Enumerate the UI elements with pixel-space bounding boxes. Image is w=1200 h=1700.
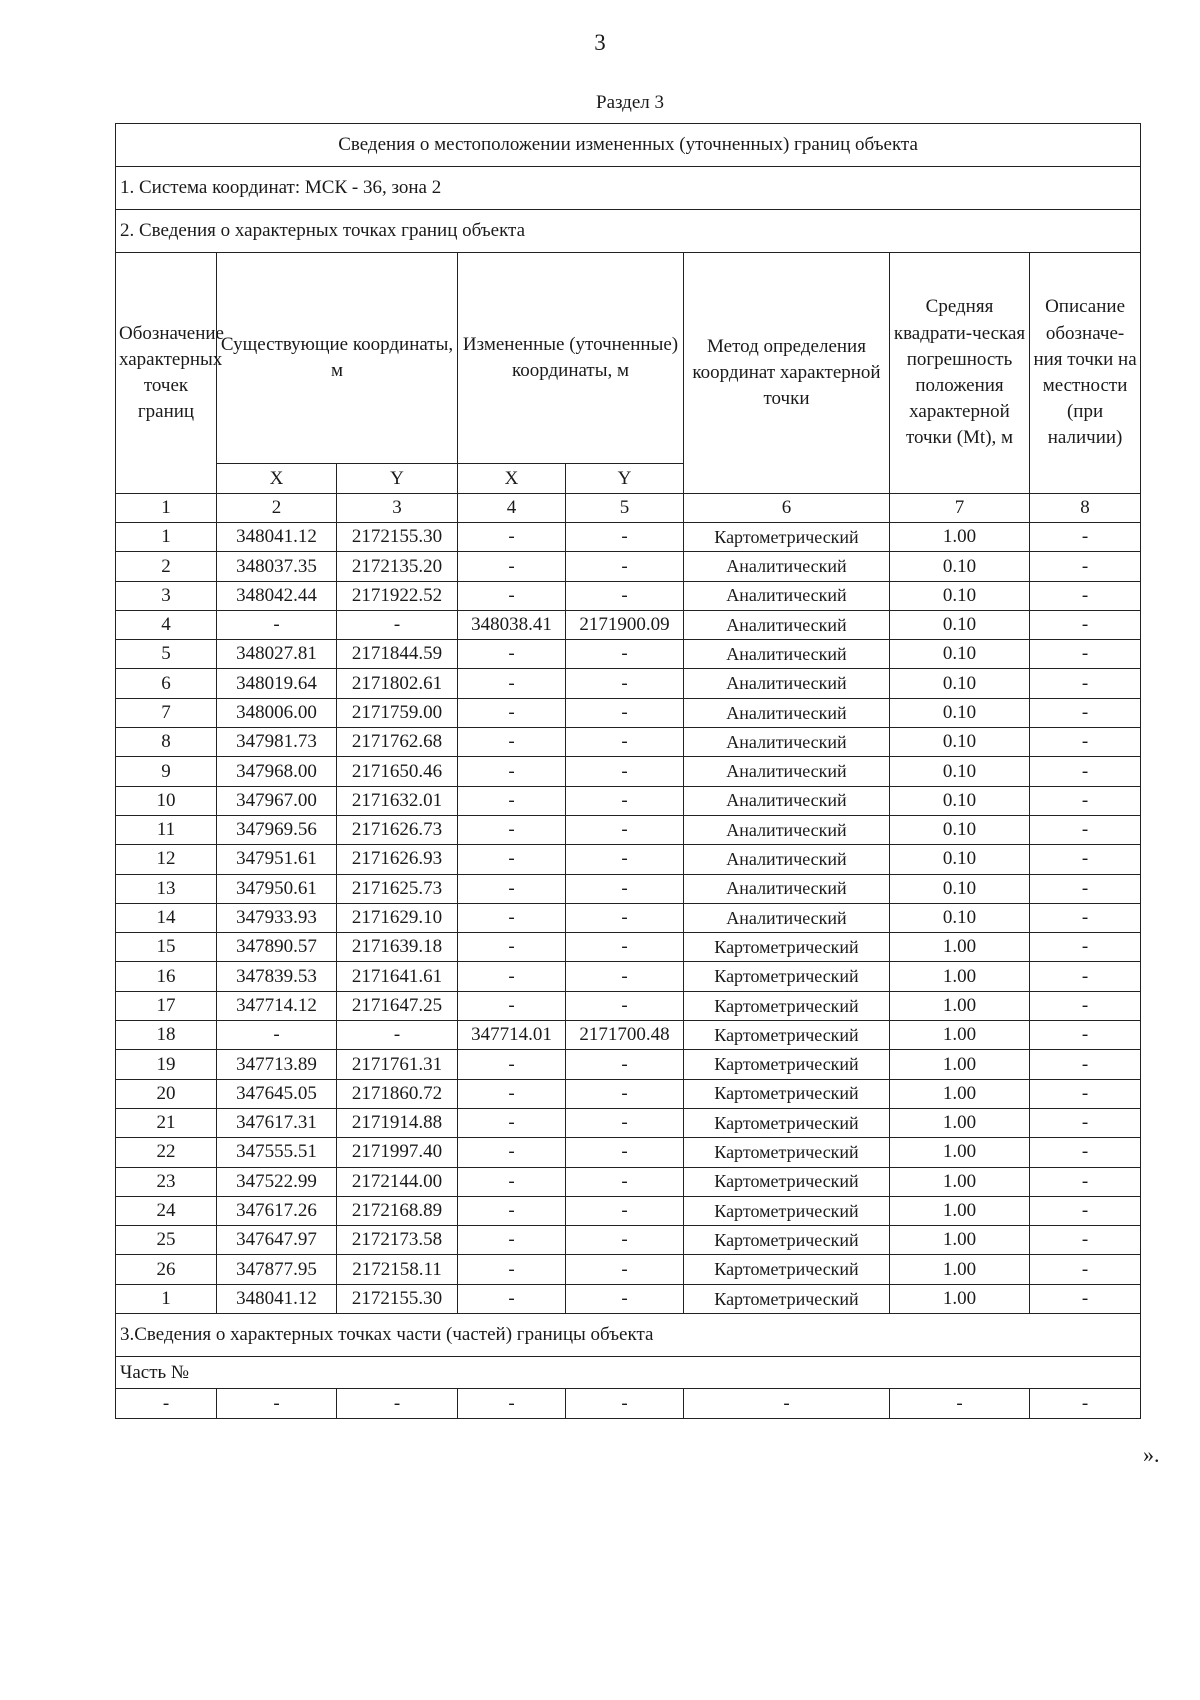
description-cell: - — [1030, 581, 1141, 610]
description-cell: - — [1030, 786, 1141, 815]
table-row — [116, 1167, 1141, 1196]
changed-x-cell: - — [458, 523, 566, 552]
changed-x-cell: - — [458, 962, 566, 991]
existing-x-cell: 347617.26 — [217, 1196, 337, 1225]
accuracy-cell: 0.10 — [890, 786, 1030, 815]
header-changed-x: X — [458, 464, 566, 494]
changed-y-cell: - — [566, 903, 684, 932]
accuracy-cell: 1.00 — [890, 1050, 1030, 1079]
description-cell: - — [1030, 1196, 1141, 1225]
method-cell: Аналитический — [684, 640, 890, 669]
point-id-cell: 9 — [116, 757, 217, 786]
description-cell: - — [1030, 991, 1141, 1020]
point-id-cell: 1 — [116, 523, 217, 552]
method-cell: Аналитический — [684, 728, 890, 757]
point-id-cell: 19 — [116, 1050, 217, 1079]
table-row — [116, 1050, 1141, 1079]
point-id-cell: 3 — [116, 581, 217, 610]
table-row — [116, 1226, 1141, 1255]
changed-x-cell: - — [458, 728, 566, 757]
part-empty-cell: - — [217, 1389, 337, 1419]
description-cell: - — [1030, 1021, 1141, 1050]
method-cell: Картометрический — [684, 1226, 890, 1255]
method-cell: Аналитический — [684, 552, 890, 581]
description-cell: - — [1030, 728, 1141, 757]
existing-x-cell: 348041.12 — [217, 1284, 337, 1313]
point-id-cell: 8 — [116, 728, 217, 757]
table-row — [116, 698, 1141, 727]
header-changed-y: Y — [566, 464, 684, 494]
existing-y-cell: 2171629.10 — [337, 903, 458, 932]
header-changed-coords: Измененные (уточненные) координаты, м — [458, 253, 684, 464]
description-cell: - — [1030, 933, 1141, 962]
table-row — [116, 757, 1141, 786]
part-empty-cell: - — [1030, 1389, 1141, 1419]
method-cell: Картометрический — [684, 1255, 890, 1284]
changed-x-cell: - — [458, 1050, 566, 1079]
existing-y-cell: 2171647.25 — [337, 991, 458, 1020]
column-number: 6 — [684, 494, 890, 523]
table-row — [116, 991, 1141, 1020]
description-cell: - — [1030, 903, 1141, 932]
changed-x-cell: - — [458, 757, 566, 786]
boundary-points-table — [115, 123, 1141, 1419]
column-number: 5 — [566, 494, 684, 523]
existing-x-cell: 347647.97 — [217, 1226, 337, 1255]
description-cell: - — [1030, 962, 1141, 991]
description-cell: - — [1030, 1255, 1141, 1284]
description-cell: - — [1030, 1167, 1141, 1196]
method-cell: Картометрический — [684, 1050, 890, 1079]
point-id-cell: 18 — [116, 1021, 217, 1050]
changed-y-cell: - — [566, 1050, 684, 1079]
point-id-cell: 1 — [116, 1284, 217, 1313]
changed-x-cell: - — [458, 786, 566, 815]
existing-x-cell: 347713.89 — [217, 1050, 337, 1079]
changed-x-cell: - — [458, 581, 566, 610]
existing-y-cell: 2172168.89 — [337, 1196, 458, 1225]
existing-y-cell: 2171626.93 — [337, 845, 458, 874]
changed-y-cell: - — [566, 552, 684, 581]
existing-y-cell: 2171860.72 — [337, 1079, 458, 1108]
accuracy-cell: 0.10 — [890, 698, 1030, 727]
column-number: 1 — [116, 494, 217, 523]
changed-y-cell: - — [566, 874, 684, 903]
point-id-cell: 20 — [116, 1079, 217, 1108]
header-accuracy: Средняя квадрати-ческая погрешность положения характерной точки (Mt), м — [890, 253, 1030, 494]
header-existing-x: X — [217, 464, 337, 494]
method-cell: Картометрический — [684, 933, 890, 962]
part-empty-cell: - — [566, 1389, 684, 1419]
existing-y-cell: 2171844.59 — [337, 640, 458, 669]
point-id-cell: 16 — [116, 962, 217, 991]
point-id-cell: 23 — [116, 1167, 217, 1196]
method-cell: Аналитический — [684, 757, 890, 786]
existing-x-cell: - — [217, 1021, 337, 1050]
method-cell: Аналитический — [684, 874, 890, 903]
existing-x-cell: 347950.61 — [217, 874, 337, 903]
changed-y-cell: 2171900.09 — [566, 610, 684, 639]
changed-x-cell: - — [458, 991, 566, 1020]
column-number: 3 — [337, 494, 458, 523]
table-row — [116, 1284, 1141, 1313]
point-id-cell: 21 — [116, 1108, 217, 1137]
existing-x-cell: 348042.44 — [217, 581, 337, 610]
changed-x-cell: - — [458, 1138, 566, 1167]
description-cell: - — [1030, 669, 1141, 698]
method-cell: Аналитический — [684, 903, 890, 932]
changed-x-cell: - — [458, 874, 566, 903]
method-cell: Аналитический — [684, 815, 890, 844]
existing-y-cell: - — [337, 610, 458, 639]
table-row — [116, 581, 1141, 610]
method-cell: Картометрический — [684, 962, 890, 991]
method-cell: Аналитический — [684, 845, 890, 874]
changed-y-cell: - — [566, 1255, 684, 1284]
table-row — [116, 786, 1141, 815]
table-row — [116, 1021, 1141, 1050]
changed-y-cell: - — [566, 1108, 684, 1137]
description-cell: - — [1030, 610, 1141, 639]
header-existing-coords: Существующие координаты, м — [217, 253, 458, 464]
table-row — [116, 669, 1141, 698]
part-points-heading: 3.Сведения о характерных точках части (частей) границы объекта — [116, 1314, 1141, 1357]
existing-y-cell: 2171641.61 — [337, 962, 458, 991]
method-cell: Аналитический — [684, 669, 890, 698]
existing-x-cell: 347877.95 — [217, 1255, 337, 1284]
changed-y-cell: - — [566, 815, 684, 844]
changed-y-cell: - — [566, 757, 684, 786]
part-empty-row — [116, 1389, 1141, 1419]
description-cell: - — [1030, 640, 1141, 669]
method-cell: Картометрический — [684, 1021, 890, 1050]
header-method: Метод определения координат характерной точки — [684, 253, 890, 494]
table-row — [116, 552, 1141, 581]
changed-x-cell: - — [458, 1079, 566, 1108]
table-row — [116, 610, 1141, 639]
point-id-cell: 11 — [116, 815, 217, 844]
existing-y-cell: 2172135.20 — [337, 552, 458, 581]
existing-y-cell: 2171759.00 — [337, 698, 458, 727]
header-existing-y: Y — [337, 464, 458, 494]
column-number: 2 — [217, 494, 337, 523]
description-cell: - — [1030, 845, 1141, 874]
changed-y-cell: - — [566, 845, 684, 874]
accuracy-cell: 1.00 — [890, 1138, 1030, 1167]
method-cell: Аналитический — [684, 698, 890, 727]
existing-x-cell: 347645.05 — [217, 1079, 337, 1108]
method-cell: Аналитический — [684, 610, 890, 639]
point-id-cell: 14 — [116, 903, 217, 932]
existing-y-cell: 2171639.18 — [337, 933, 458, 962]
accuracy-cell: 1.00 — [890, 933, 1030, 962]
part-number-label: Часть № — [116, 1357, 1141, 1389]
point-id-cell: 12 — [116, 845, 217, 874]
existing-y-cell: 2172155.30 — [337, 523, 458, 552]
accuracy-cell: 1.00 — [890, 962, 1030, 991]
existing-y-cell: 2171632.01 — [337, 786, 458, 815]
accuracy-cell: 1.00 — [890, 1108, 1030, 1137]
changed-x-cell: - — [458, 669, 566, 698]
changed-x-cell: - — [458, 933, 566, 962]
existing-x-cell: 347969.56 — [217, 815, 337, 844]
method-cell: Картометрический — [684, 1079, 890, 1108]
accuracy-cell: 0.10 — [890, 903, 1030, 932]
changed-x-cell: - — [458, 1226, 566, 1255]
accuracy-cell: 0.10 — [890, 581, 1030, 610]
table-row — [116, 962, 1141, 991]
part-empty-cell: - — [116, 1389, 217, 1419]
existing-y-cell: 2171650.46 — [337, 757, 458, 786]
existing-x-cell: 347951.61 — [217, 845, 337, 874]
changed-y-cell: - — [566, 933, 684, 962]
point-id-cell: 6 — [116, 669, 217, 698]
point-id-cell: 5 — [116, 640, 217, 669]
method-cell: Картометрический — [684, 1167, 890, 1196]
description-cell: - — [1030, 698, 1141, 727]
changed-x-cell: - — [458, 640, 566, 669]
changed-y-cell: - — [566, 1138, 684, 1167]
changed-y-cell: - — [566, 1079, 684, 1108]
header-description: Описание обозначе-ния точки на местности (при наличии) — [1030, 253, 1141, 494]
column-number: 4 — [458, 494, 566, 523]
changed-y-cell: 2171700.48 — [566, 1021, 684, 1050]
changed-x-cell: - — [458, 1284, 566, 1313]
point-id-cell: 15 — [116, 933, 217, 962]
existing-x-cell: - — [217, 610, 337, 639]
changed-x-cell: - — [458, 698, 566, 727]
existing-x-cell: 348041.12 — [217, 523, 337, 552]
table-row — [116, 1138, 1141, 1167]
table-row — [116, 1255, 1141, 1284]
accuracy-cell: 0.10 — [890, 874, 1030, 903]
existing-y-cell: 2171761.31 — [337, 1050, 458, 1079]
existing-y-cell: 2172144.00 — [337, 1167, 458, 1196]
accuracy-cell: 0.10 — [890, 757, 1030, 786]
existing-x-cell: 347714.12 — [217, 991, 337, 1020]
table-row — [116, 640, 1141, 669]
existing-x-cell: 347967.00 — [217, 786, 337, 815]
table-title: Сведения о местоположении измененных (уточненных) границ объекта — [116, 124, 1141, 167]
existing-y-cell: 2171762.68 — [337, 728, 458, 757]
table-row — [116, 874, 1141, 903]
accuracy-cell: 0.10 — [890, 552, 1030, 581]
accuracy-cell: 1.00 — [890, 523, 1030, 552]
description-cell: - — [1030, 1079, 1141, 1108]
accuracy-cell: 0.10 — [890, 640, 1030, 669]
description-cell: - — [1030, 552, 1141, 581]
point-id-cell: 17 — [116, 991, 217, 1020]
method-cell: Картометрический — [684, 1108, 890, 1137]
existing-y-cell: 2171626.73 — [337, 815, 458, 844]
point-id-cell: 7 — [116, 698, 217, 727]
accuracy-cell: 0.10 — [890, 669, 1030, 698]
description-cell: - — [1030, 1108, 1141, 1137]
table-row — [116, 523, 1141, 552]
method-cell: Картометрический — [684, 1196, 890, 1225]
closing-mark: ». — [1143, 1442, 1160, 1467]
existing-y-cell: 2172158.11 — [337, 1255, 458, 1284]
changed-y-cell: - — [566, 669, 684, 698]
changed-y-cell: - — [566, 581, 684, 610]
changed-x-cell: - — [458, 845, 566, 874]
existing-x-cell: 347522.99 — [217, 1167, 337, 1196]
existing-y-cell: 2171922.52 — [337, 581, 458, 610]
existing-x-cell: 347617.31 — [217, 1108, 337, 1137]
description-cell: - — [1030, 1284, 1141, 1313]
table-row — [116, 728, 1141, 757]
method-cell: Картометрический — [684, 991, 890, 1020]
changed-y-cell: - — [566, 1196, 684, 1225]
description-cell: - — [1030, 523, 1141, 552]
changed-y-cell: - — [566, 786, 684, 815]
changed-y-cell: - — [566, 1284, 684, 1313]
changed-x-cell: - — [458, 903, 566, 932]
changed-x-cell: - — [458, 1167, 566, 1196]
description-cell: - — [1030, 757, 1141, 786]
existing-y-cell: 2171625.73 — [337, 874, 458, 903]
table-row — [116, 933, 1141, 962]
accuracy-cell: 1.00 — [890, 1021, 1030, 1050]
description-cell: - — [1030, 815, 1141, 844]
changed-y-cell: - — [566, 991, 684, 1020]
accuracy-cell: 0.10 — [890, 728, 1030, 757]
changed-x-cell: 347714.01 — [458, 1021, 566, 1050]
column-number-row — [116, 494, 1141, 523]
changed-y-cell: - — [566, 962, 684, 991]
existing-y-cell: 2172173.58 — [337, 1226, 458, 1255]
part-empty-cell: - — [458, 1389, 566, 1419]
table-row — [116, 1079, 1141, 1108]
accuracy-cell: 1.00 — [890, 1284, 1030, 1313]
changed-x-cell: - — [458, 1196, 566, 1225]
description-cell: - — [1030, 1050, 1141, 1079]
points-heading: 2. Сведения о характерных точках границ объекта — [116, 210, 1141, 253]
part-empty-cell: - — [684, 1389, 890, 1419]
point-id-cell: 26 — [116, 1255, 217, 1284]
accuracy-cell: 0.10 — [890, 610, 1030, 639]
changed-x-cell: - — [458, 1108, 566, 1137]
method-cell: Картометрический — [684, 1284, 890, 1313]
existing-x-cell: 348027.81 — [217, 640, 337, 669]
coordinate-system: 1. Система координат: МСК - 36, зона 2 — [116, 167, 1141, 210]
column-number: 8 — [1030, 494, 1141, 523]
method-cell: Аналитический — [684, 786, 890, 815]
existing-x-cell: 348037.35 — [217, 552, 337, 581]
method-cell: Картометрический — [684, 1138, 890, 1167]
description-cell: - — [1030, 1226, 1141, 1255]
part-empty-cell: - — [337, 1389, 458, 1419]
point-id-cell: 13 — [116, 874, 217, 903]
part-empty-cell: - — [890, 1389, 1030, 1419]
point-id-cell: 25 — [116, 1226, 217, 1255]
table-row — [116, 1196, 1141, 1225]
existing-x-cell: 347839.53 — [217, 962, 337, 991]
changed-y-cell: - — [566, 698, 684, 727]
changed-y-cell: - — [566, 728, 684, 757]
changed-x-cell: - — [458, 552, 566, 581]
existing-y-cell: 2172155.30 — [337, 1284, 458, 1313]
point-id-cell: 10 — [116, 786, 217, 815]
existing-x-cell: 348006.00 — [217, 698, 337, 727]
existing-x-cell: 347555.51 — [217, 1138, 337, 1167]
accuracy-cell: 1.00 — [890, 991, 1030, 1020]
accuracy-cell: 0.10 — [890, 815, 1030, 844]
accuracy-cell: 1.00 — [890, 1226, 1030, 1255]
changed-x-cell: 348038.41 — [458, 610, 566, 639]
existing-x-cell: 347890.57 — [217, 933, 337, 962]
existing-y-cell: - — [337, 1021, 458, 1050]
accuracy-cell: 1.00 — [890, 1079, 1030, 1108]
accuracy-cell: 0.10 — [890, 845, 1030, 874]
existing-y-cell: 2171997.40 — [337, 1138, 458, 1167]
accuracy-cell: 1.00 — [890, 1167, 1030, 1196]
description-cell: - — [1030, 874, 1141, 903]
changed-x-cell: - — [458, 815, 566, 844]
existing-x-cell: 347968.00 — [217, 757, 337, 786]
existing-x-cell: 347933.93 — [217, 903, 337, 932]
table-row — [116, 845, 1141, 874]
method-cell: Аналитический — [684, 581, 890, 610]
section-title: Раздел 3 — [596, 92, 664, 113]
point-id-cell: 22 — [116, 1138, 217, 1167]
changed-y-cell: - — [566, 1167, 684, 1196]
page-number: 3 — [594, 30, 606, 55]
method-cell: Картометрический — [684, 523, 890, 552]
point-id-cell: 24 — [116, 1196, 217, 1225]
table-row — [116, 1108, 1141, 1137]
changed-x-cell: - — [458, 1255, 566, 1284]
changed-y-cell: - — [566, 640, 684, 669]
description-cell: - — [1030, 1138, 1141, 1167]
header-point-designation: Обозначение характерных точек границ — [116, 253, 217, 494]
existing-x-cell: 348019.64 — [217, 669, 337, 698]
changed-y-cell: - — [566, 1226, 684, 1255]
existing-x-cell: 347981.73 — [217, 728, 337, 757]
column-number: 7 — [890, 494, 1030, 523]
existing-y-cell: 2171802.61 — [337, 669, 458, 698]
table-row — [116, 815, 1141, 844]
accuracy-cell: 1.00 — [890, 1196, 1030, 1225]
table-row — [116, 903, 1141, 932]
point-id-cell: 2 — [116, 552, 217, 581]
changed-y-cell: - — [566, 523, 684, 552]
accuracy-cell: 1.00 — [890, 1255, 1030, 1284]
existing-y-cell: 2171914.88 — [337, 1108, 458, 1137]
point-id-cell: 4 — [116, 610, 217, 639]
